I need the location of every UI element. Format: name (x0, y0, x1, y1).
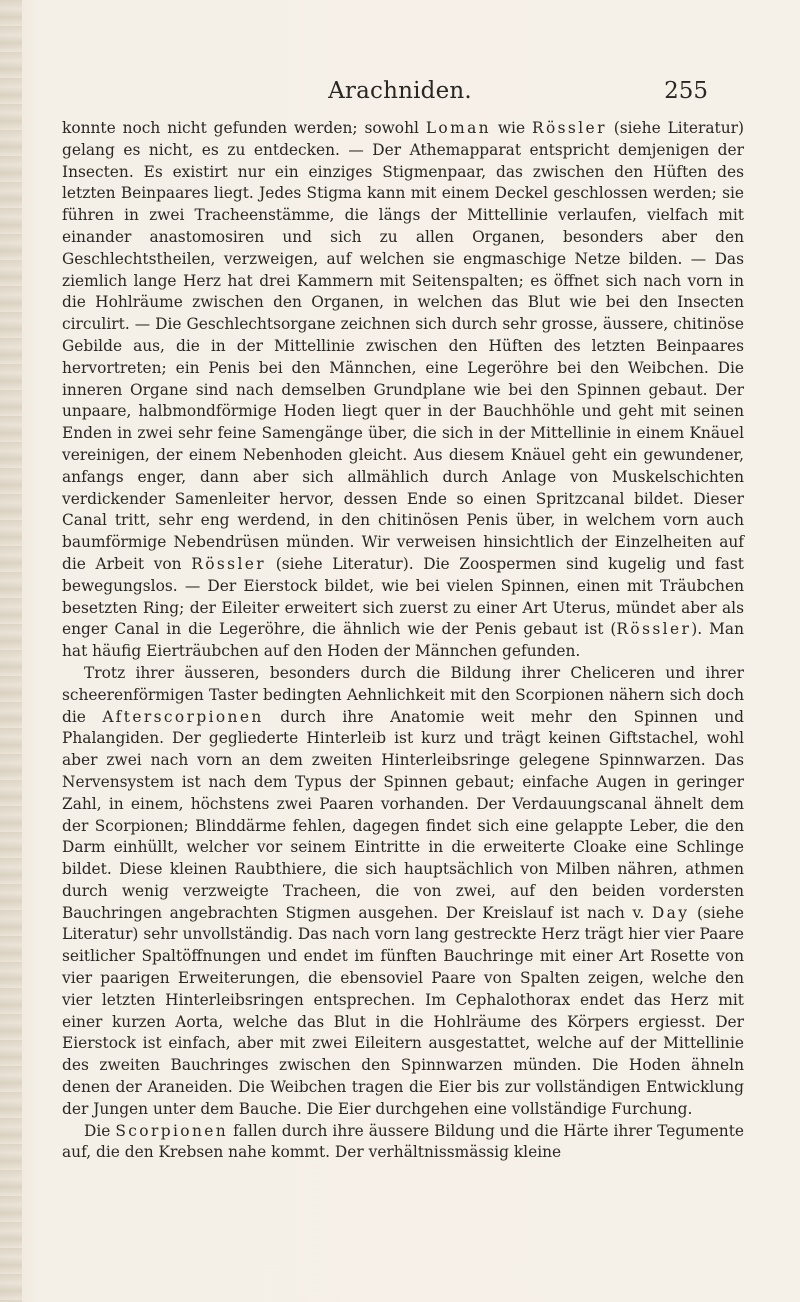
spaced-name: Afterscorpionen (102, 707, 264, 726)
text-run: Trotz ihrer äusseren, besonders durch die Bildung ihrer Cheliceren und ihrer scheerenförmigen Taster bedingten Aehnlichkeit mit den Scorpionen nähern sich doch die (62, 663, 744, 726)
binding-edge (0, 0, 22, 1302)
body-text (62, 118, 744, 1164)
text-run: fallen durch ihre äussere Bildung und die Härte ihrer Tegumente auf, die den Krebsen nahe kommt. Der verhältnissmässig kleine (62, 1121, 744, 1162)
spaced-name: Rössler (191, 554, 267, 573)
spaced-name: Scorpionen (115, 1121, 229, 1140)
text-run: Die (84, 1121, 116, 1140)
paragraph (62, 663, 744, 1121)
text-run: konnte noch nicht gefunden werden; sowohl (62, 119, 426, 137)
page-number: 255 (664, 78, 708, 104)
text-run: (siehe Literatur). Die Zoospermen sind kugelig und fast bewegungslos. — Der Eierstock bildet, wie bei vielen Spinnen, einen mit Träubchen besetzten Ring; der Eileiter erweitert sich zuerst zu einer Art Uterus, mündet aber als enger Canal in die Legeröhre, die ähnlich wie der Penis gebaut ist ( (62, 554, 744, 639)
text-run: durch ihre Anatomie weit mehr den Spinnen und Phalangiden. Der gegliederte Hinterleib ist kurz und trägt keinen Giftstachel, wohl aber zwei nach vorn an dem zweiten Hinterleibsringe gelegene Spinnwarzen. Das Nervensystem ist nach dem Typus der Spinnen gebaut; einfache Augen in geringer Zahl, in einem, höchstens zwei Paaren vorhanden. Der Verdauungscanal ähnelt dem der Scorpionen; Blinddärme fehlen, dagegen findet sich eine gelappte Leber, die den Darm einhüllt, welcher vor seinem Eintritte in die erweiterte Cloake eine Schlinge bildet. Diese kleinen Raubthiere, die sich hauptsächlich von Milben nähren, athmen durch wenig verzweigte Tracheen, die von zwei, auf den beiden vordersten Bauchringen angebrachten Stigmen ausgehen. Der Kreislauf ist nach v. (62, 707, 744, 922)
spaced-name: Loman (425, 119, 491, 137)
paragraph (62, 118, 744, 663)
text-run: (siehe Literatur) gelang es nicht, es zu entdecken. — Der Athemapparat entspricht demjenigen der Insecten. Es existirt nur ein einziges Stigmenpaar, das zwischen den Hüften des letzten Beinpaares liegt. Jedes Stigma kann mit einem Deckel geschlossen werden; sie führen in zwei Tracheenstämme, die längs der Mittellinie verlaufen, vielfach mit einander anastomosiren und sich zu allen Organen, besonders aber den Geschlechtstheilen, verzweigen, auf welchen sie engmaschige Netze bilden. — Das ziemlich lange Herz hat drei Kammern mit Seitenspalten; es öffnet sich nach vorn in die Hohlräume zwischen den Organen, in welchen das Blut wie bei den Insecten circulirt. — Die Geschlechtsorgane zeichnen sich durch sehr grosse, äussere, chitinöse Gebilde aus, die in der Mittellinie zwischen den Hüften des letzten Beinpaares hervortreten; ein Penis bei den Männchen, eine Legeröhre bei den Weibchen. Die inneren Organe sind nach demselben Grundplane wie bei den Spinnen gebaut. Der unpaare, halbmondförmige Hoden liegt quer in der Bauchhöhle und geht mit seinen Enden in zwei sehr feine Samengänge über, die sich in der Mittellinie in einem Knäuel vereinigen, der einem Nebenhoden gleicht. Aus diesem Knäuel geht ein gewundener, anfangs enger, dann aber sich allmählich durch Anlage von Muskelschichten verdickender Samenleiter hervor, dessen Ende so einen Spritzcanal bildet. Dieser Canal tritt, sehr eng werdend, in den chitinösen Penis über, in welchem vorn auch baumförmige Nebendrüsen münden. Wir verweisen hinsichtlich der Einzelheiten auf die Arbeit von (62, 119, 744, 573)
spaced-name: Rössler (531, 119, 607, 137)
text-run: ). Man hat häufig Eierträubchen auf den Hoden der Männchen gefunden. (62, 620, 744, 661)
spaced-name: Rössler (616, 620, 692, 639)
paragraph (62, 1121, 744, 1165)
text-run: wie (490, 119, 532, 137)
running-title: Arachniden. (328, 78, 472, 104)
text-run: (siehe Literatur) sehr unvollständig. Das nach vorn lang gestreckte Herz trägt hier vier Paare seitlicher Spaltöffnungen und endet im fünften Bauchringe mit einer Art Rosette von vier paarigen Erweiterungen, die ebensoviel Paare von Spalten zeigen, welche den vier letzten Hinterleibsringen entsprechen. Im Cephalothorax endet das Herz mit einer kurzen Aorta, welche das Blut in die Hohlräume des Körpers ergiesst. Der Eierstock ist einfach, aber mit zwei Eileitern ausgestattet, welche auf der Mittellinie des zweiten Bauchringes zwischen den Spinnwarzen münden. Die Hoden ähneln denen der Araneiden. Die Weibchen tragen die Eier bis zur vollständigen Entwicklung der Jungen unter dem Bauche. Die Eier durchgehen eine vollständige Furchung. (62, 903, 744, 1118)
page-header (0, 78, 800, 108)
spaced-name: Day (651, 903, 690, 922)
